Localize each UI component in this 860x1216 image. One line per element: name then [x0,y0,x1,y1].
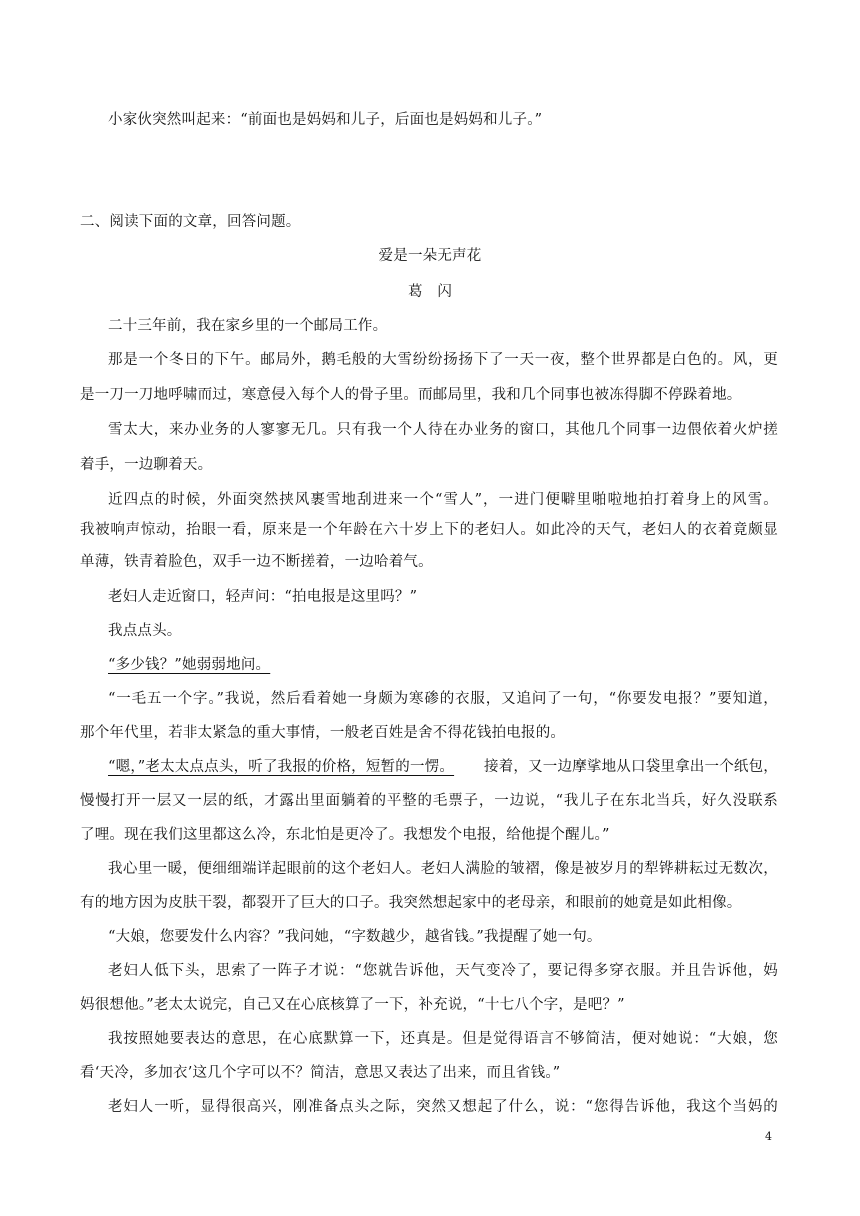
paragraph-9-line-1 [108,757,778,777]
paragraph-4-line-2: 我被响声惊动，抬眼一看，原来是一个年龄在六十岁上下的老妇人。如此冷的天气，老妇人的衣着竟颇显 [80,522,778,538]
section-heading: 二、阅读下面的文章，回答问题。 [80,214,301,230]
paragraph-5: 老妇人走近窗口，轻声问：“拍电报是这里吗？” [108,589,418,605]
paragraph-6: 我点点头。 [108,623,182,639]
paragraph-2-line-1: 那是一个冬日的下午。邮局外，鹅毛般的大雪纷纷扬扬下了一天一夜，整个世界都是白色的。风，更 [108,352,778,368]
article-author: 葛 闪 [407,284,453,300]
paragraph-10-line-2: 有的地方因为皮肤干裂，都裂开了巨大的口子。我突然想起家中的老母亲，和眼前的她竟是如此相像。 [80,895,742,911]
paragraph-9-underlined-part: “嗯，”老太太点点头，听了我报的价格，短暂的一愣。 [108,759,455,775]
page-number: 4 [765,1130,772,1143]
paragraph-10-line-1: 我心里一暖，便细细端详起眼前的这个老妇人。老妇人满脸的皱褶，像是被岁月的犁铧耕耘过无数次， [108,861,778,877]
paragraph-8-line-2: 那个年代里，若非太紧急的重大事情，一般老百姓是舍不得花钱拍电报的。 [80,725,566,741]
dialogue-line: 小家伙突然叫起来：“前面也是妈妈和儿子，后面也是妈妈和儿子。” [108,112,543,128]
paragraph-13-line-1: 我按照她要表达的意思，在心底默算一下，还真是。但是觉得语言不够简洁，便对她说：“大娘，您 [108,1031,778,1047]
paragraph-14-line-1: 老妇人一听，显得很高兴，刚准备点头之际，突然又想起了什么，说：“您得告诉他，我这个当妈的 [108,1099,778,1115]
paragraph-12-line-2: 妈很想他。”老太太说完，自己又在心底核算了一下，补充说，“十七八个字，是吧？” [80,997,625,1013]
paragraph-3-line-2: 着手，一边聊着天。 [80,457,213,473]
paragraph-9-line-3: 了哩。现在我们这里都这么冷，东北怕是更冷了。我想发个电报，给他提个醒儿。” [80,827,610,843]
paragraph-2-line-2: 是一刀一刀地呼啸而过，寒意侵入每个人的骨子里。而邮局里，我和几个同事也被冻得脚不停跺着地。 [80,387,742,403]
paragraph-3-line-1: 雪太大，来办业务的人寥寥无几。只有我一个人待在办业务的窗口，其他几个同事一边偎依着火炉搓 [108,422,778,438]
paragraph-4-line-3: 单薄，铁青着脸色，双手一边不断搓着，一边哈着气。 [80,554,433,570]
paragraph-1: 二十三年前，我在家乡里的一个邮局工作。 [108,318,388,334]
paragraph-7-underlined: “多少钱？”她弱弱地问。 [108,657,271,673]
paragraph-12-line-1: 老妇人低下头，思索了一阵子才说：“您就告诉他，天气变冷了，要记得多穿衣服。并且告诉他，妈 [108,963,778,979]
paragraph-4-line-1: 近四点的时候，外面突然挟风裹雪地刮进来一个“雪人”，一进门便噼里啪啦地拍打着身上的风雪。 [108,492,778,508]
paragraph-11: “大娘，您要发什么内容？”我问她，“字数越少，越省钱。”我提醒了她一句。 [108,929,602,945]
paragraph-8-line-1: “一毛五一个字。”我说，然后看着她一身颇为寒碜的衣服，又追问了一句，“你要发电报？”要知道， [108,691,778,707]
paragraph-9-line-2: 慢慢打开一层又一层的纸，才露出里面躺着的平整的毛票子，一边说，“我儿子在东北当兵，好久没联系 [80,793,778,809]
paragraph-9-line-1-rest: 接着，又一边摩挲地从口袋里拿出一个纸包， [484,759,778,775]
article-title: 爱是一朵无声花 [378,248,482,264]
paragraph-13-line-2: 看‘天冷，多加衣’这几个字可以不？简洁，意思又表达了出来，而且省钱。” [80,1065,561,1081]
